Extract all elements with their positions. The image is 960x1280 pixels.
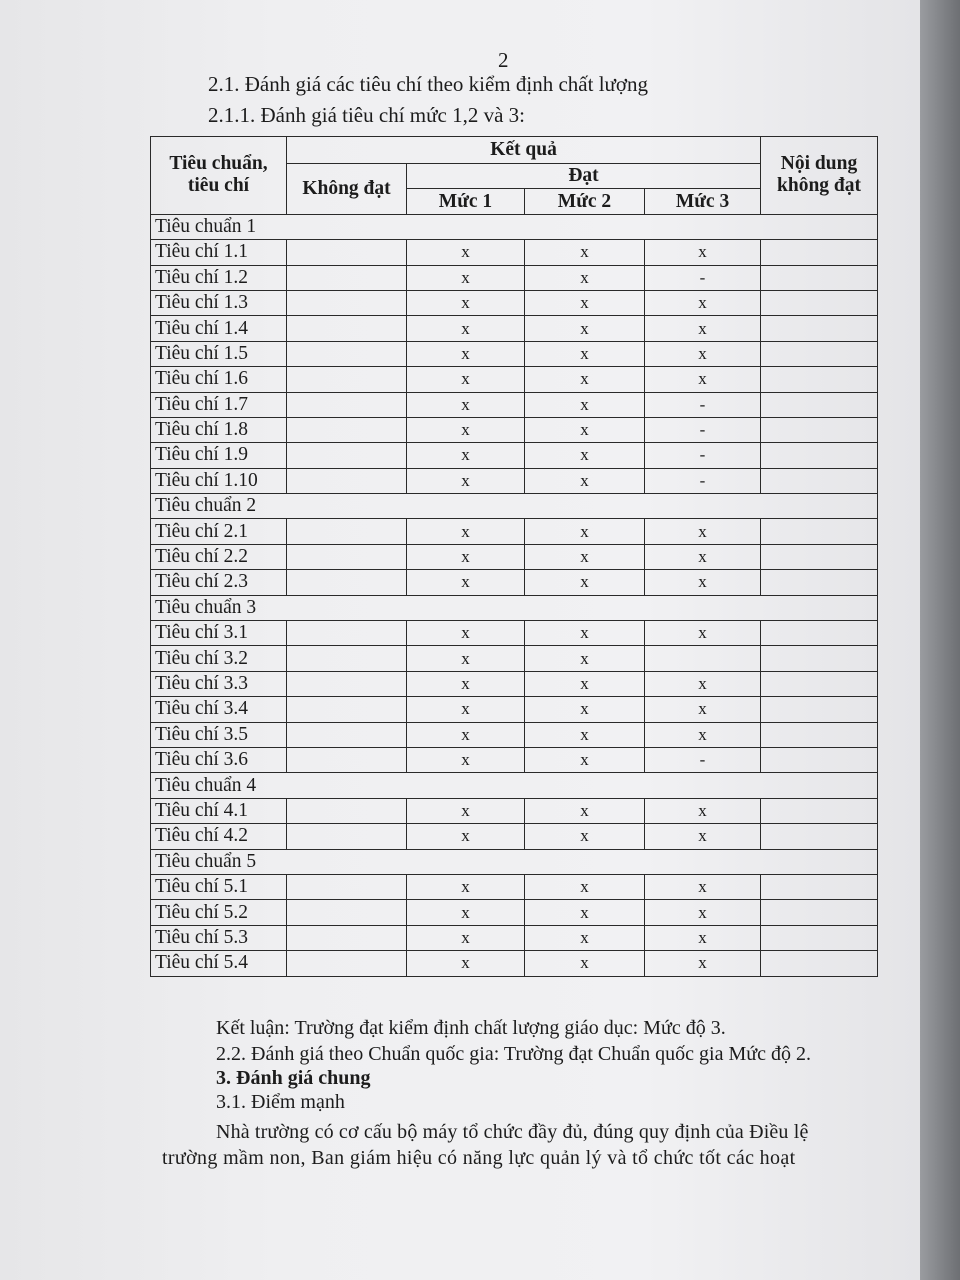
cell-not-met xyxy=(287,722,407,747)
criterion-name: Tiêu chí 1.3 xyxy=(151,290,287,315)
criterion-row xyxy=(151,747,878,772)
cell-not-met xyxy=(287,671,407,696)
standard-title: Tiêu chuẩn 3 xyxy=(151,595,878,620)
table-body xyxy=(151,214,878,976)
cell-level-2: x xyxy=(525,925,645,950)
cell-level-3: - xyxy=(645,417,761,442)
criterion-row xyxy=(151,316,878,341)
table-header xyxy=(151,137,878,215)
cell-not-met xyxy=(287,367,407,392)
cell-level-3: x xyxy=(645,671,761,696)
cell-level-3: x xyxy=(645,900,761,925)
cell-not-met xyxy=(287,544,407,569)
criterion-row xyxy=(151,697,878,722)
cell-level-3: - xyxy=(645,392,761,417)
header-result: Kết quả xyxy=(287,137,761,164)
header-level-3: Mức 3 xyxy=(645,189,761,214)
cell-not-met xyxy=(287,265,407,290)
cell-level-1: x xyxy=(407,671,525,696)
standard-row xyxy=(151,773,878,798)
cell-not-met xyxy=(287,697,407,722)
criterion-name: Tiêu chí 2.1 xyxy=(151,519,287,544)
criterion-row xyxy=(151,646,878,671)
cell-level-1: x xyxy=(407,392,525,417)
cell-content-not-met xyxy=(761,316,878,341)
standard-title: Tiêu chuẩn 1 xyxy=(151,214,878,239)
cell-content-not-met xyxy=(761,392,878,417)
cell-level-1: x xyxy=(407,519,525,544)
cell-not-met xyxy=(287,570,407,595)
cell-level-3: x xyxy=(645,367,761,392)
cell-level-2: x xyxy=(525,824,645,849)
cell-level-1: x xyxy=(407,316,525,341)
header-level-2: Mức 2 xyxy=(525,189,645,214)
cell-level-1: x xyxy=(407,468,525,493)
cell-not-met xyxy=(287,443,407,468)
cell-content-not-met xyxy=(761,290,878,315)
standard-title: Tiêu chuẩn 4 xyxy=(151,773,878,798)
criterion-row xyxy=(151,417,878,442)
criterion-name: Tiêu chí 1.8 xyxy=(151,417,287,442)
cell-level-3 xyxy=(645,646,761,671)
criterion-name: Tiêu chí 1.6 xyxy=(151,367,287,392)
header-content-not-met: Nội dung không đạt xyxy=(761,137,878,215)
cell-level-2: x xyxy=(525,951,645,976)
cell-not-met xyxy=(287,900,407,925)
cell-content-not-met xyxy=(761,900,878,925)
criterion-row xyxy=(151,290,878,315)
criterion-name: Tiêu chí 1.9 xyxy=(151,443,287,468)
cell-not-met xyxy=(287,747,407,772)
cell-not-met xyxy=(287,621,407,646)
cell-content-not-met xyxy=(761,722,878,747)
criteria-table xyxy=(150,136,878,977)
cell-level-2: x xyxy=(525,671,645,696)
cell-content-not-met xyxy=(761,798,878,823)
cell-content-not-met xyxy=(761,265,878,290)
page-number: 2 xyxy=(498,48,509,72)
cell-level-2: x xyxy=(525,468,645,493)
section-heading-2-1-1: 2.1.1. Đánh giá tiêu chí mức 1,2 và 3: xyxy=(208,103,525,127)
criterion-name: Tiêu chí 5.4 xyxy=(151,951,287,976)
cell-level-3: x xyxy=(645,925,761,950)
cell-level-3: x xyxy=(645,621,761,646)
cell-content-not-met xyxy=(761,544,878,569)
cell-not-met xyxy=(287,646,407,671)
cell-level-2: x xyxy=(525,570,645,595)
cell-not-met xyxy=(287,341,407,366)
cell-level-2: x xyxy=(525,316,645,341)
cell-not-met xyxy=(287,290,407,315)
cell-level-3: x xyxy=(645,798,761,823)
criterion-name: Tiêu chí 5.3 xyxy=(151,925,287,950)
cell-level-3: x xyxy=(645,544,761,569)
cell-content-not-met xyxy=(761,341,878,366)
criterion-name: Tiêu chí 1.1 xyxy=(151,240,287,265)
criterion-name: Tiêu chí 3.4 xyxy=(151,697,287,722)
criterion-row xyxy=(151,443,878,468)
criterion-row xyxy=(151,265,878,290)
header-not-met: Không đạt xyxy=(287,164,407,215)
cell-level-1: x xyxy=(407,646,525,671)
cell-level-1: x xyxy=(407,697,525,722)
criterion-name: Tiêu chí 1.4 xyxy=(151,316,287,341)
cell-content-not-met xyxy=(761,824,878,849)
cell-not-met xyxy=(287,240,407,265)
criterion-name: Tiêu chí 3.2 xyxy=(151,646,287,671)
criterion-row xyxy=(151,925,878,950)
criterion-name: Tiêu chí 2.2 xyxy=(151,544,287,569)
criterion-row xyxy=(151,570,878,595)
cell-level-2: x xyxy=(525,265,645,290)
cell-level-1: x xyxy=(407,621,525,646)
cell-level-2: x xyxy=(525,874,645,899)
criterion-name: Tiêu chí 1.10 xyxy=(151,468,287,493)
criterion-row xyxy=(151,392,878,417)
cell-level-2: x xyxy=(525,722,645,747)
cell-level-3: - xyxy=(645,747,761,772)
criterion-name: Tiêu chí 3.1 xyxy=(151,621,287,646)
cell-level-3: x xyxy=(645,519,761,544)
cell-level-2: x xyxy=(525,544,645,569)
cell-level-3: x xyxy=(645,874,761,899)
cell-not-met xyxy=(287,925,407,950)
cell-level-3: x xyxy=(645,722,761,747)
cell-level-3: x xyxy=(645,316,761,341)
cell-content-not-met xyxy=(761,443,878,468)
criterion-name: Tiêu chí 3.6 xyxy=(151,747,287,772)
cell-content-not-met xyxy=(761,519,878,544)
cell-level-1: x xyxy=(407,900,525,925)
cell-not-met xyxy=(287,798,407,823)
cell-level-1: x xyxy=(407,722,525,747)
criterion-row xyxy=(151,468,878,493)
criterion-row xyxy=(151,519,878,544)
national-standard-text: 2.2. Đánh giá theo Chuẩn quốc gia: Trường đạt Chuẩn quốc gia Mức độ 2. xyxy=(216,1043,811,1065)
standard-row xyxy=(151,494,878,519)
cell-level-2: x xyxy=(525,900,645,925)
criterion-row xyxy=(151,341,878,366)
cell-level-1: x xyxy=(407,874,525,899)
cell-level-3: x xyxy=(645,697,761,722)
cell-level-2: x xyxy=(525,798,645,823)
criterion-name: Tiêu chí 4.2 xyxy=(151,824,287,849)
criterion-row xyxy=(151,824,878,849)
cell-level-2: x xyxy=(525,621,645,646)
criterion-name: Tiêu chí 1.7 xyxy=(151,392,287,417)
criterion-name: Tiêu chí 4.1 xyxy=(151,798,287,823)
criterion-row xyxy=(151,544,878,569)
conclusion-text: Kết luận: Trường đạt kiểm định chất lượng giáo dục: Mức độ 3. xyxy=(216,1017,726,1039)
cell-content-not-met xyxy=(761,874,878,899)
background-edge xyxy=(920,0,960,1280)
header-met: Đạt xyxy=(407,164,761,189)
criterion-row xyxy=(151,367,878,392)
cell-not-met xyxy=(287,824,407,849)
cell-level-1: x xyxy=(407,443,525,468)
cell-not-met xyxy=(287,417,407,442)
criterion-row xyxy=(151,671,878,696)
cell-not-met xyxy=(287,874,407,899)
criterion-row xyxy=(151,874,878,899)
criterion-name: Tiêu chí 3.5 xyxy=(151,722,287,747)
standard-title: Tiêu chuẩn 2 xyxy=(151,494,878,519)
criterion-name: Tiêu chí 1.5 xyxy=(151,341,287,366)
cell-content-not-met xyxy=(761,951,878,976)
cell-level-2: x xyxy=(525,240,645,265)
cell-level-2: x xyxy=(525,646,645,671)
cell-level-3: x xyxy=(645,240,761,265)
header-level-1: Mức 1 xyxy=(407,189,525,214)
criterion-name: Tiêu chí 5.1 xyxy=(151,874,287,899)
section-3-1-heading: 3.1. Điểm mạnh xyxy=(216,1091,345,1113)
cell-level-1: x xyxy=(407,747,525,772)
cell-level-2: x xyxy=(525,392,645,417)
cell-level-3: x xyxy=(645,824,761,849)
cell-level-2: x xyxy=(525,443,645,468)
criterion-row xyxy=(151,722,878,747)
cell-content-not-met xyxy=(761,417,878,442)
cell-content-not-met xyxy=(761,240,878,265)
cell-content-not-met xyxy=(761,925,878,950)
standard-row xyxy=(151,849,878,874)
cell-level-1: x xyxy=(407,367,525,392)
cell-level-2: x xyxy=(525,290,645,315)
criterion-row xyxy=(151,951,878,976)
criterion-row xyxy=(151,798,878,823)
cell-level-3: - xyxy=(645,443,761,468)
cell-content-not-met xyxy=(761,747,878,772)
cell-not-met xyxy=(287,519,407,544)
cell-level-2: x xyxy=(525,519,645,544)
cell-level-3: x xyxy=(645,570,761,595)
cell-level-3: x xyxy=(645,951,761,976)
section-heading-2-1: 2.1. Đánh giá các tiêu chí theo kiểm định chất lượng xyxy=(208,72,649,96)
cell-content-not-met xyxy=(761,570,878,595)
cell-level-2: x xyxy=(525,367,645,392)
paragraph-line-1: Nhà trường có cơ cấu bộ máy tổ chức đầy đủ, đúng quy định của Điều lệ xyxy=(216,1121,809,1143)
cell-level-2: x xyxy=(525,697,645,722)
cell-level-1: x xyxy=(407,951,525,976)
cell-level-1: x xyxy=(407,544,525,569)
standard-row xyxy=(151,595,878,620)
criterion-name: Tiêu chí 3.3 xyxy=(151,671,287,696)
cell-level-1: x xyxy=(407,265,525,290)
cell-content-not-met xyxy=(761,671,878,696)
cell-content-not-met xyxy=(761,621,878,646)
cell-level-1: x xyxy=(407,824,525,849)
paragraph-line-2: trường mầm non, Ban giám hiệu có năng lực quản lý và tổ chức tốt các hoạt xyxy=(162,1147,796,1169)
cell-content-not-met xyxy=(761,646,878,671)
criterion-name: Tiêu chí 5.2 xyxy=(151,900,287,925)
cell-level-3: - xyxy=(645,265,761,290)
cell-level-2: x xyxy=(525,341,645,366)
cell-level-3: x xyxy=(645,341,761,366)
cell-level-1: x xyxy=(407,290,525,315)
cell-level-3: - xyxy=(645,468,761,493)
criterion-row xyxy=(151,240,878,265)
cell-level-1: x xyxy=(407,341,525,366)
cell-not-met xyxy=(287,468,407,493)
cell-content-not-met xyxy=(761,367,878,392)
criterion-name: Tiêu chí 2.3 xyxy=(151,570,287,595)
cell-level-2: x xyxy=(525,417,645,442)
standard-title: Tiêu chuẩn 5 xyxy=(151,849,878,874)
cell-level-1: x xyxy=(407,798,525,823)
cell-level-1: x xyxy=(407,417,525,442)
cell-level-1: x xyxy=(407,240,525,265)
cell-level-1: x xyxy=(407,570,525,595)
cell-level-3: x xyxy=(645,290,761,315)
standard-row xyxy=(151,214,878,239)
cell-level-2: x xyxy=(525,747,645,772)
cell-not-met xyxy=(287,316,407,341)
cell-content-not-met xyxy=(761,697,878,722)
criterion-row xyxy=(151,621,878,646)
cell-level-1: x xyxy=(407,925,525,950)
cell-not-met xyxy=(287,951,407,976)
header-standard: Tiêu chuẩn, tiêu chí xyxy=(151,137,287,215)
criterion-name: Tiêu chí 1.2 xyxy=(151,265,287,290)
cell-not-met xyxy=(287,392,407,417)
criterion-row xyxy=(151,900,878,925)
cell-content-not-met xyxy=(761,468,878,493)
section-3-heading: 3. Đánh giá chung xyxy=(216,1067,371,1089)
